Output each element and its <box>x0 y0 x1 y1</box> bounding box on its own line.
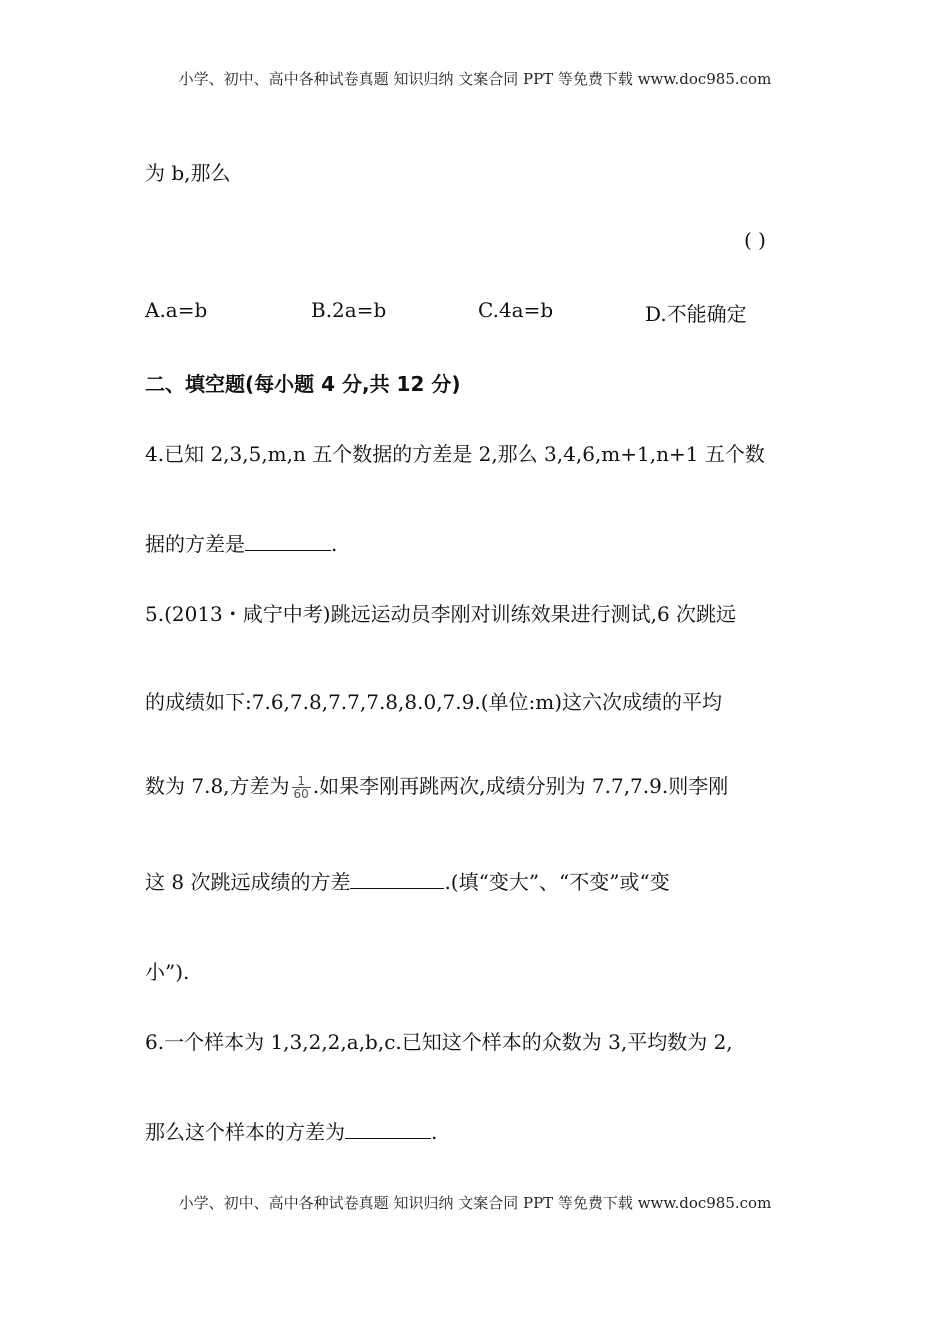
q5-line4 <box>145 866 670 895</box>
q3-option-d: D.不能确定 <box>645 302 747 326</box>
q3-tail: 为 b,那么 <box>145 161 231 185</box>
q5-line5: 小”). <box>145 960 190 984</box>
q4-line1: 4.已知 2,3,5,m,n 五个数据的方差是 2,那么 3,4,6,m+1,n+1 五个数 <box>145 442 765 466</box>
q5-line2: 的成绩如下:7.6,7.8,7.7,7.8,8.0,7.9.(单位:m)这六次成绩的平均 <box>145 690 723 714</box>
fraction-numerator: 1 <box>292 775 311 788</box>
q4-line2-prefix: 据的方差是 <box>145 532 245 556</box>
q4-line2 <box>145 528 337 557</box>
q5-answer-blank[interactable] <box>350 870 444 889</box>
q6-line2 <box>145 1116 437 1145</box>
q6-line2-prefix: 那么这个样本的方差为 <box>145 1120 345 1144</box>
q5-line3 <box>145 770 728 800</box>
section2-title: 二、填空题(每小题 4 分,共 12 分) <box>145 372 461 396</box>
q5-line4-prefix: 这 8 次跳远成绩的方差 <box>145 870 351 894</box>
q3-option-b: B.2a=b <box>311 298 387 322</box>
q3-option-a: A.a=b <box>145 298 208 322</box>
q5-line3-suffix: .如果李刚再跳两次,成绩分别为 7.7,7.9.则李刚 <box>312 774 729 798</box>
q5-line1: 5.(2013・咸宁中考)跳远运动员李刚对训练效果进行测试,6 次跳远 <box>145 602 737 626</box>
q4-answer-blank[interactable] <box>245 532 331 551</box>
q3-option-c: C.4a=b <box>478 298 554 322</box>
q6-line1: 6.一个样本为 1,3,2,2,a,b,c.已知这个样本的众数为 3,平均数为 2, <box>145 1030 733 1054</box>
q4-line2-suffix: . <box>331 532 338 556</box>
fraction-denominator: 60 <box>293 787 309 801</box>
page-header: 小学、初中、高中各种试卷真题 知识归纳 文案合同 PPT 等免费下载 www.doc985.com <box>178 70 772 88</box>
page-footer: 小学、初中、高中各种试卷真题 知识归纳 文案合同 PPT 等免费下载 www.doc985.com <box>178 1194 772 1212</box>
q6-line2-suffix: . <box>431 1120 438 1144</box>
variance-fraction <box>292 775 311 800</box>
q3-answer-bracket: ( ) <box>744 228 766 252</box>
q6-answer-blank[interactable] <box>345 1120 431 1139</box>
q5-line4-suffix: .(填“变大”、“不变”或“变 <box>444 870 670 894</box>
q5-line3-prefix: 数为 7.8,方差为 <box>145 774 290 798</box>
